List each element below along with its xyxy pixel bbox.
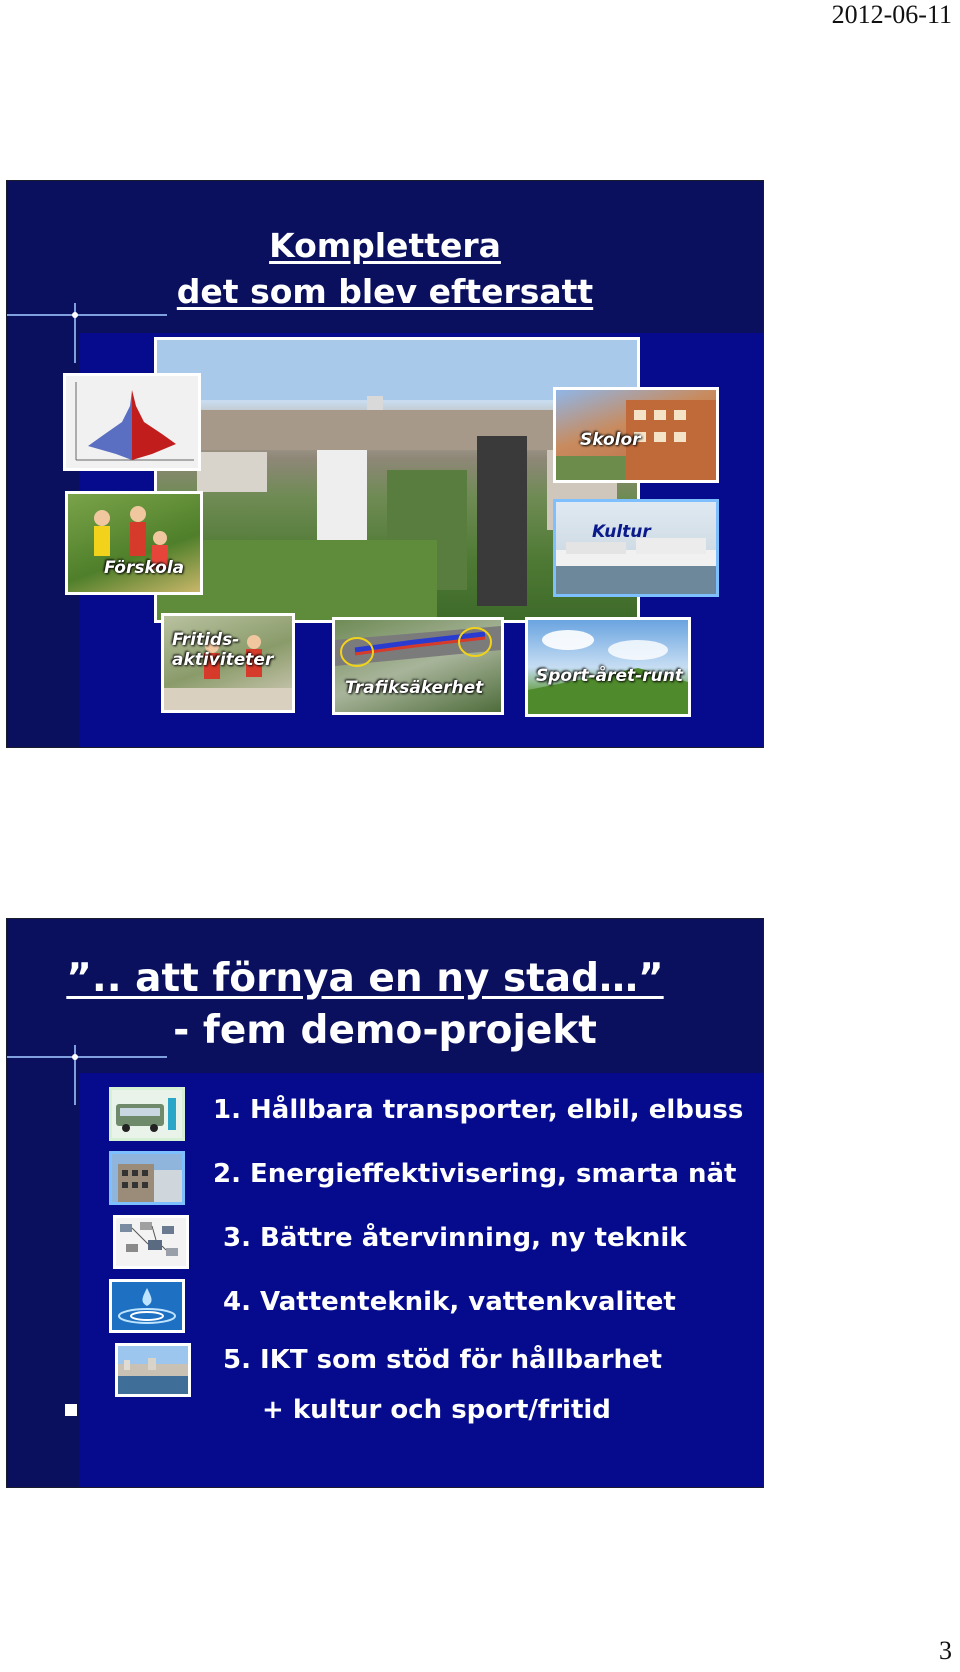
sport-caption: Sport-året-runt: [536, 666, 683, 686]
fritidsaktiviteter-photo: [161, 613, 295, 713]
fritid-caption: [172, 630, 273, 670]
fritid-caption-line-2: aktiviteter: [172, 650, 274, 670]
demo-item-5: [7, 1341, 763, 1401]
skolor-caption: Skolor: [580, 430, 641, 450]
harbour-city-thumbnail: [115, 1343, 191, 1397]
page-date: 2012-06-11: [831, 0, 952, 29]
demo-item-1-label: 1. Hållbara transporter, elbil, elbuss: [213, 1095, 744, 1125]
slide-demo-projekt: [6, 918, 764, 1488]
skolor-photo: [553, 387, 719, 483]
demo-item-3: [7, 1213, 763, 1273]
slide-komplettera: [6, 180, 764, 748]
forskola-caption: Förskola: [104, 558, 185, 578]
demo-item-2: [7, 1149, 763, 1209]
page-number: 3: [939, 1636, 952, 1665]
kultur-photo: [553, 499, 719, 597]
population-pyramid-photo: [63, 373, 201, 471]
fritid-caption-line-1: Fritids-: [172, 630, 240, 650]
kultur-caption: Kultur: [592, 522, 651, 542]
demo-item-4-label: 4. Vattenteknik, vattenkvalitet: [223, 1287, 676, 1317]
bus-icon: [112, 1090, 182, 1138]
harbour-illustration: [556, 502, 716, 594]
water-drop-icon: [112, 1282, 182, 1330]
harbour-city-icon: [118, 1346, 188, 1394]
demo-item-2-label: 2. Energieffektivisering, smarta nät: [213, 1159, 737, 1189]
office-building-icon: [112, 1154, 182, 1202]
title-line-2: - fem demo-projekt: [173, 1008, 597, 1053]
process-diagram-icon: [116, 1218, 186, 1266]
recycling-diagram-thumbnail: [113, 1215, 189, 1269]
title-line-1: Komplettera: [269, 226, 501, 265]
sport-aret-runt-photo: [525, 617, 691, 717]
bullet-square: [65, 1404, 77, 1416]
water-drop-thumbnail: [109, 1279, 185, 1333]
demo-item-3-label: 3. Bättre återvinning, ny teknik: [223, 1223, 687, 1253]
pyramid-chart-icon: [66, 376, 198, 468]
demo-item-1: [7, 1085, 763, 1145]
forskola-photo: [65, 491, 203, 595]
bus-thumbnail: [109, 1087, 185, 1141]
slide-title: [7, 953, 763, 1057]
title-line-1: ”.. att förnya en ny stad…”: [66, 956, 664, 1001]
road-overview-illustration: [335, 620, 501, 712]
demo-item-5-label: 5. IKT som stöd för hållbarhet: [223, 1345, 663, 1375]
extra-note: + kultur och sport/fritid: [262, 1395, 611, 1425]
building-thumbnail: [109, 1151, 185, 1205]
slide-title: [7, 223, 763, 315]
trafiksakerhet-photo: [332, 617, 504, 715]
title-line-2: det som blev eftersatt: [176, 272, 594, 311]
trafik-caption: Trafiksäkerhet: [345, 678, 484, 698]
demo-item-4: [7, 1277, 763, 1337]
